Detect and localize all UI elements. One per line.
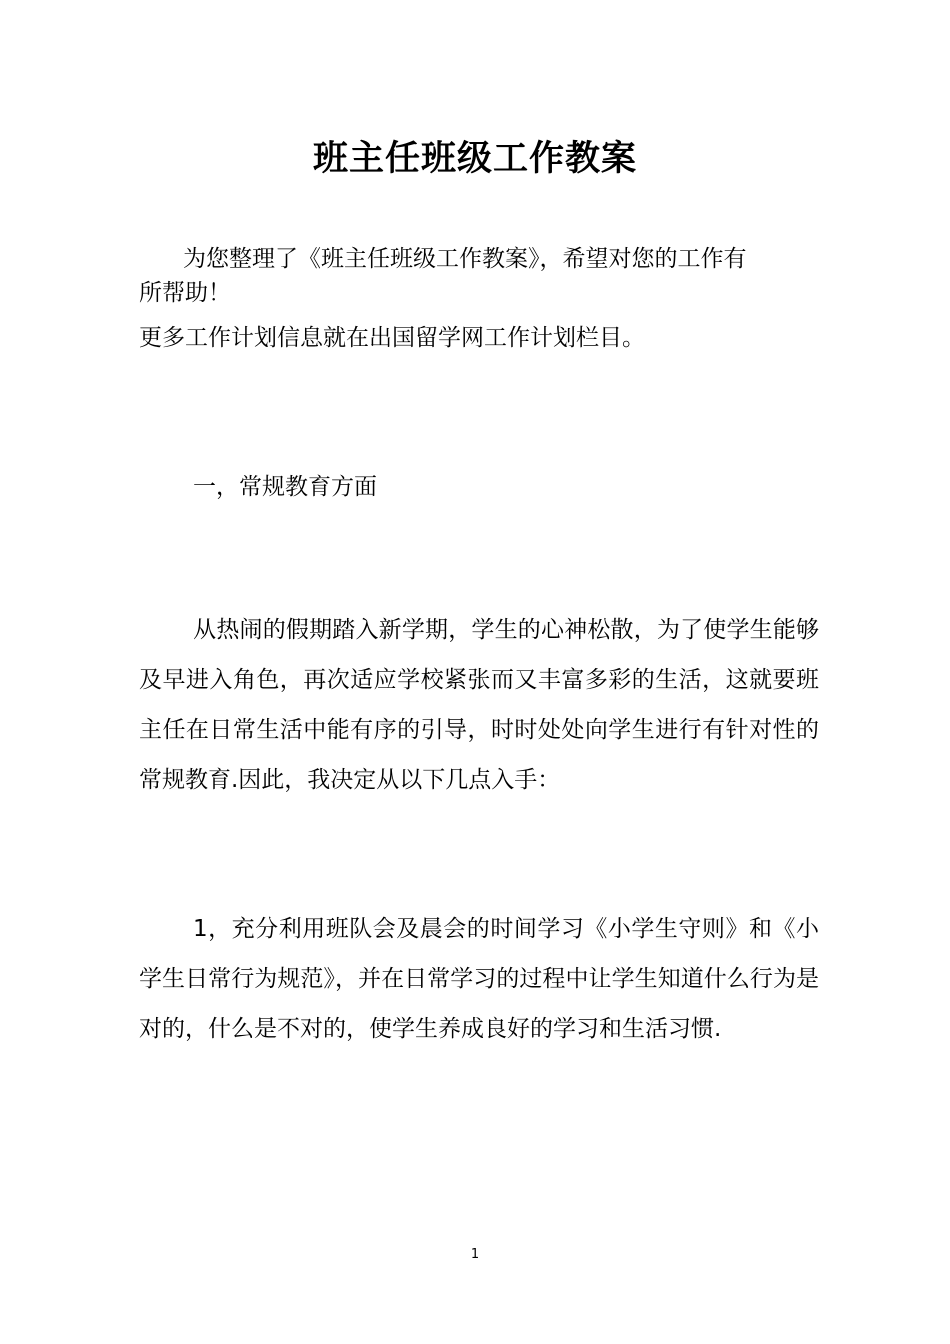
- section-heading: 一，常规教育方面: [193, 474, 377, 500]
- paragraph-1-text: 从热闹的假期踏入新学期，学生的心神松散，为了使学生能够及早进入角色，再次适应学校紧张而又丰富多彩的生活，这就要班主任在日常生活中能有序的引导，时时处处向学生进行有针对性的常规教育.因此，我决定从以下几点入手：: [139, 617, 819, 793]
- page-number: 1: [470, 1247, 480, 1262]
- document-title: 班主任班级工作教案: [312, 139, 637, 180]
- intro-line-1: 为您整理了《班主任班级工作教案》，希望对您的工作有: [183, 246, 747, 272]
- paragraph-item-1: [139, 904, 819, 1054]
- intro-text: [139, 242, 819, 310]
- paragraph-2-text: 1，充分利用班队会及晨会的时间学习《小学生守则》和《小学生日常行为规范》，并在日常学习的过程中让学生知道什么行为是对的，什么是不对的，使学生养成良好的学习和生活习惯.: [139, 916, 819, 1042]
- more-info-text: 更多工作计划信息就在出国留学网工作计划栏目。: [139, 325, 645, 351]
- intro-line-2: 所帮助！: [139, 280, 231, 306]
- paragraph-routine-education: [139, 605, 819, 805]
